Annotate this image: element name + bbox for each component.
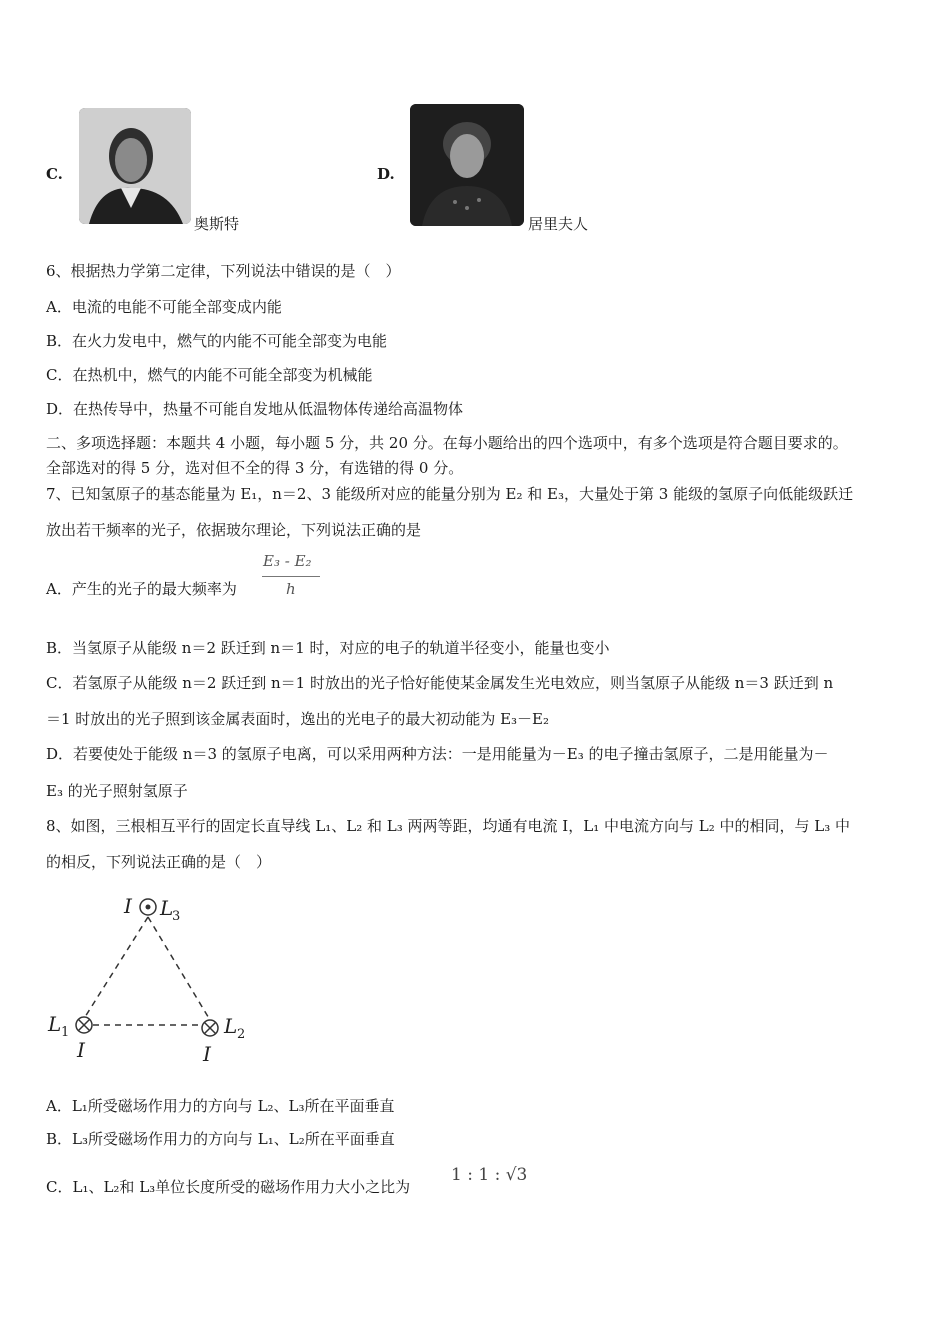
curie-portrait-image: [410, 104, 524, 226]
q7-option-d-line2: E₃ 的光子照射氢原子: [46, 782, 188, 800]
edge-l3-l1: [85, 917, 148, 1017]
curie-caption: 居里夫人: [528, 215, 589, 233]
curie-portrait: [410, 104, 524, 226]
section2-line1: 二、多项选择题：本题共 4 小题，每小题 5 分，共 20 分。在每小题给出的四个选项中，有多个选项是符合题目要求的。: [46, 434, 848, 452]
q8-option-a: A．L₁所受磁场作用力的方向与 L₂、L₃所在平面垂直: [46, 1097, 395, 1115]
q7-option-a: A．产生的光子的最大频率为: [46, 580, 237, 598]
wire-l1-cross-icon: [76, 1017, 92, 1033]
fig-top-current-label: I: [124, 894, 132, 918]
wire-l2-cross-icon: [202, 1020, 218, 1036]
section2-line2: 全部选对的得 5 分，选对但不全的得 3 分，有选错的得 0 分。: [46, 459, 464, 477]
oersted-portrait-image: [79, 108, 191, 224]
q6-option-d: D．在热传导中，热量不可能自发地从低温物体传递给高温物体: [46, 400, 464, 418]
q7-fraction-numerator: E₃ - E₂: [263, 552, 312, 570]
q7-option-d-line1: D．若要使处于能级 n＝3 的氢原子电离，可以采用两种方法：一是用能量为－E₃ 的电子撞击氢原子，二是用能量为－: [46, 745, 829, 763]
q7-fraction-denominator: h: [286, 580, 296, 598]
q6-stem: 6、根据热力学第二定律，下列说法中错误的是（ ）: [46, 262, 401, 280]
edge-l3-l2: [148, 917, 210, 1020]
fig-right-current-label: I: [203, 1042, 211, 1066]
q8-option-c: C．L₁、L₂和 L₃单位长度所受的磁场作用力大小之比为: [46, 1178, 411, 1196]
q6-option-b: B．在火力发电中，燃气的内能不可能全部变为电能: [46, 332, 388, 350]
q7-fraction-bar: [262, 576, 320, 577]
q6-option-a: A．电流的电能不可能全部变成内能: [46, 298, 282, 316]
q7-stem-line1: 7、已知氢原子的基态能量为 E₁，n＝2、3 能级所对应的能量分别为 E₂ 和 E₃，大量处于第 3 能级的氢原子向低能级跃迁: [46, 485, 854, 503]
fig-top-wire-sub: 3: [172, 909, 181, 924]
fig-right-wire-sub: 2: [237, 1027, 246, 1042]
q7-stem-line2: 放出若干频率的光子，依据玻尔理论，下列说法正确的是: [46, 521, 422, 539]
q8-stem-line2: 的相反，下列说法正确的是（ ）: [46, 853, 272, 871]
option-d-label: D.: [377, 165, 395, 183]
q8-option-b: B．L₃所受磁场作用力的方向与 L₁、L₂所在平面垂直: [46, 1130, 395, 1148]
option-c-label: C.: [46, 165, 63, 183]
q6-option-c: C．在热机中，燃气的内能不可能全部变为机械能: [46, 366, 373, 384]
fig-top-wire-label: L: [160, 896, 174, 920]
fig-right-wire-label: L: [224, 1014, 238, 1038]
fig-left-current-label: I: [77, 1038, 85, 1062]
q7-option-c-line2: ＝1 时放出的光子照到该金属表面时，逸出的光电子的最大初动能为 E₃－E₂: [46, 710, 550, 728]
q8-option-c-ratio: 1 : 1 : √3: [451, 1165, 528, 1185]
oersted-caption: 奥斯特: [194, 215, 240, 233]
three-wires-figure: [40, 885, 270, 1075]
q7-option-c-line1: C．若氢原子从能级 n＝2 跃迁到 n＝1 时放出的光子恰好能使某金属发生光电效应，则当氢原子从能级 n＝3 跃迁到 n: [46, 674, 834, 692]
q8-stem-line1: 8、如图，三根相互平行的固定长直导线 L₁、L₂ 和 L₃ 两两等距，均通有电流 I，L₁ 中电流方向与 L₂ 中的相同，与 L₃ 中: [46, 817, 850, 835]
fig-left-wire-sub: 1: [61, 1025, 70, 1040]
q7-option-b: B．当氢原子从能级 n＝2 跃迁到 n＝1 时，对应的电子的轨道半径变小，能量也变小: [46, 639, 610, 657]
wire-l3-dot-icon: [140, 899, 156, 915]
fig-left-wire-label: L: [48, 1012, 62, 1036]
oersted-portrait: [79, 108, 191, 224]
